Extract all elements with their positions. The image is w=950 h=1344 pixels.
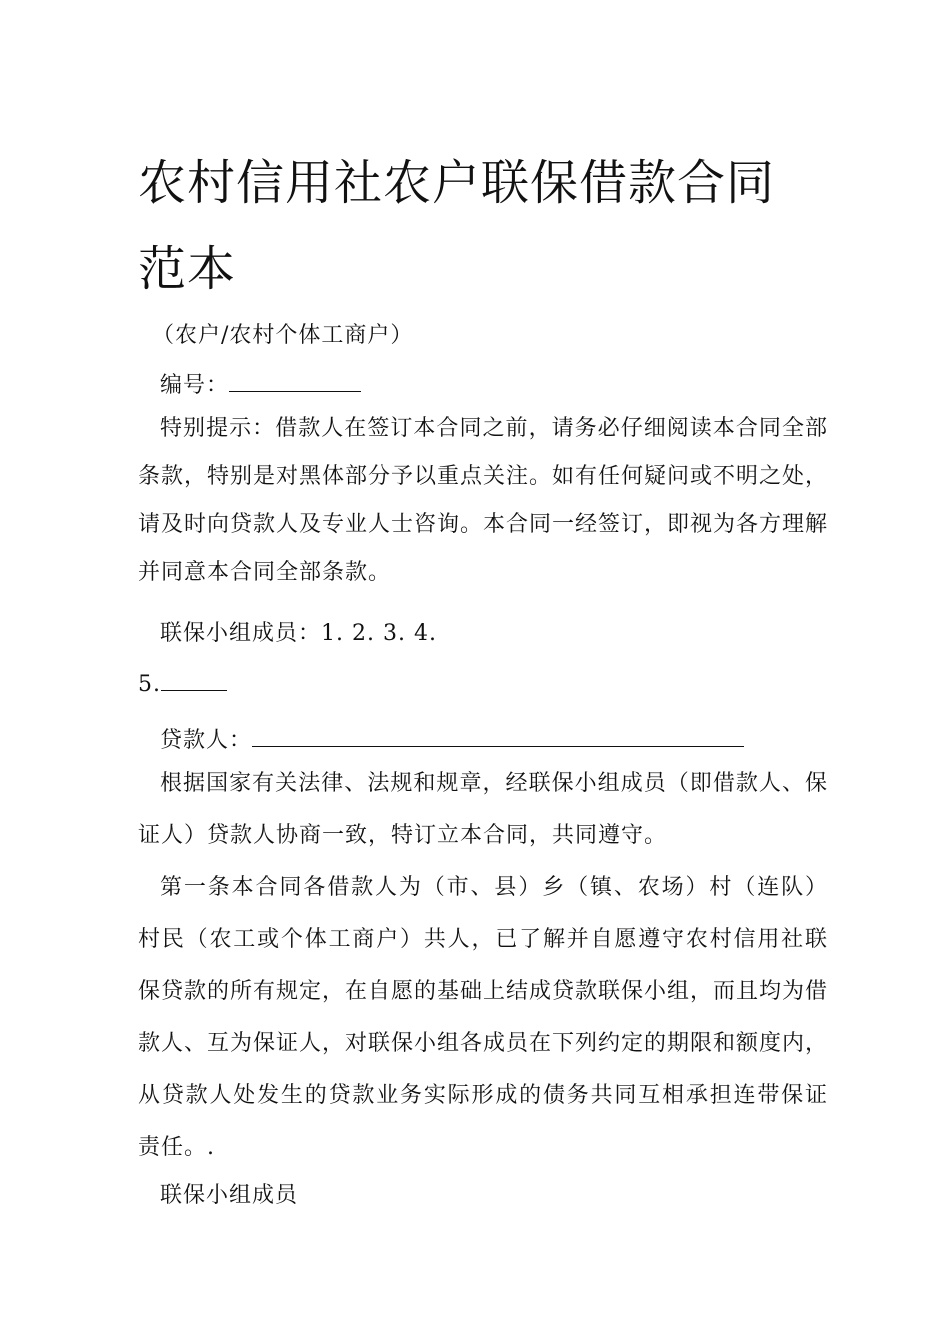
lender-label: 贷款人： bbox=[160, 728, 253, 753]
lender-blank bbox=[252, 724, 744, 747]
preamble-paragraph: 根据国家有关法律、法规和规章，经联保小组成员（即借款人、保证人）贷款人协商一致，特订立本合同，共同遵守。 bbox=[138, 771, 828, 848]
article-one-paragraph: 第一条本合同各借款人为（市、县）乡（镇、农场）村（连队） 村民（农工或个体工商户）共人，已了解并自愿遵守农村信用社联 保贷款的所有规定，在自愿的基础上结成贷款联保小组，而且均为借 款人、互为保证人，对联保小组各成员在下列约定的期限和额度内， 从贷款人处发生的贷款业务实际形成的债务共同互相承担连带保证 责任。. bbox=[138, 875, 829, 1160]
contract-number-label: 编号： bbox=[160, 373, 230, 398]
document-title: 农村信用社农户联保借款合同范本 bbox=[138, 155, 776, 297]
member-five-row bbox=[138, 668, 227, 697]
member-five-blank bbox=[161, 668, 227, 691]
member-five-label: 5. bbox=[138, 672, 161, 697]
special-notice: 特别提示：借款人在签订本合同之前，请务必仔细阅读本合同全部条款，特别是对黑体部分予以重点关注。如有任何疑问或不明之处，请及时向贷款人及专业人士咨询。本合同一经签订，即视为各方理解并同意本合同全部条款。 bbox=[138, 416, 829, 585]
contract-number-blank bbox=[229, 369, 361, 392]
members-list-line: 联保小组成员：1. 2. 3. 4. bbox=[160, 621, 437, 646]
document-subtitle: （农户/农村个体工商户） bbox=[152, 323, 414, 348]
members-heading: 联保小组成员 bbox=[160, 1183, 299, 1208]
contract-number-row bbox=[160, 368, 361, 399]
lender-row bbox=[160, 723, 744, 754]
